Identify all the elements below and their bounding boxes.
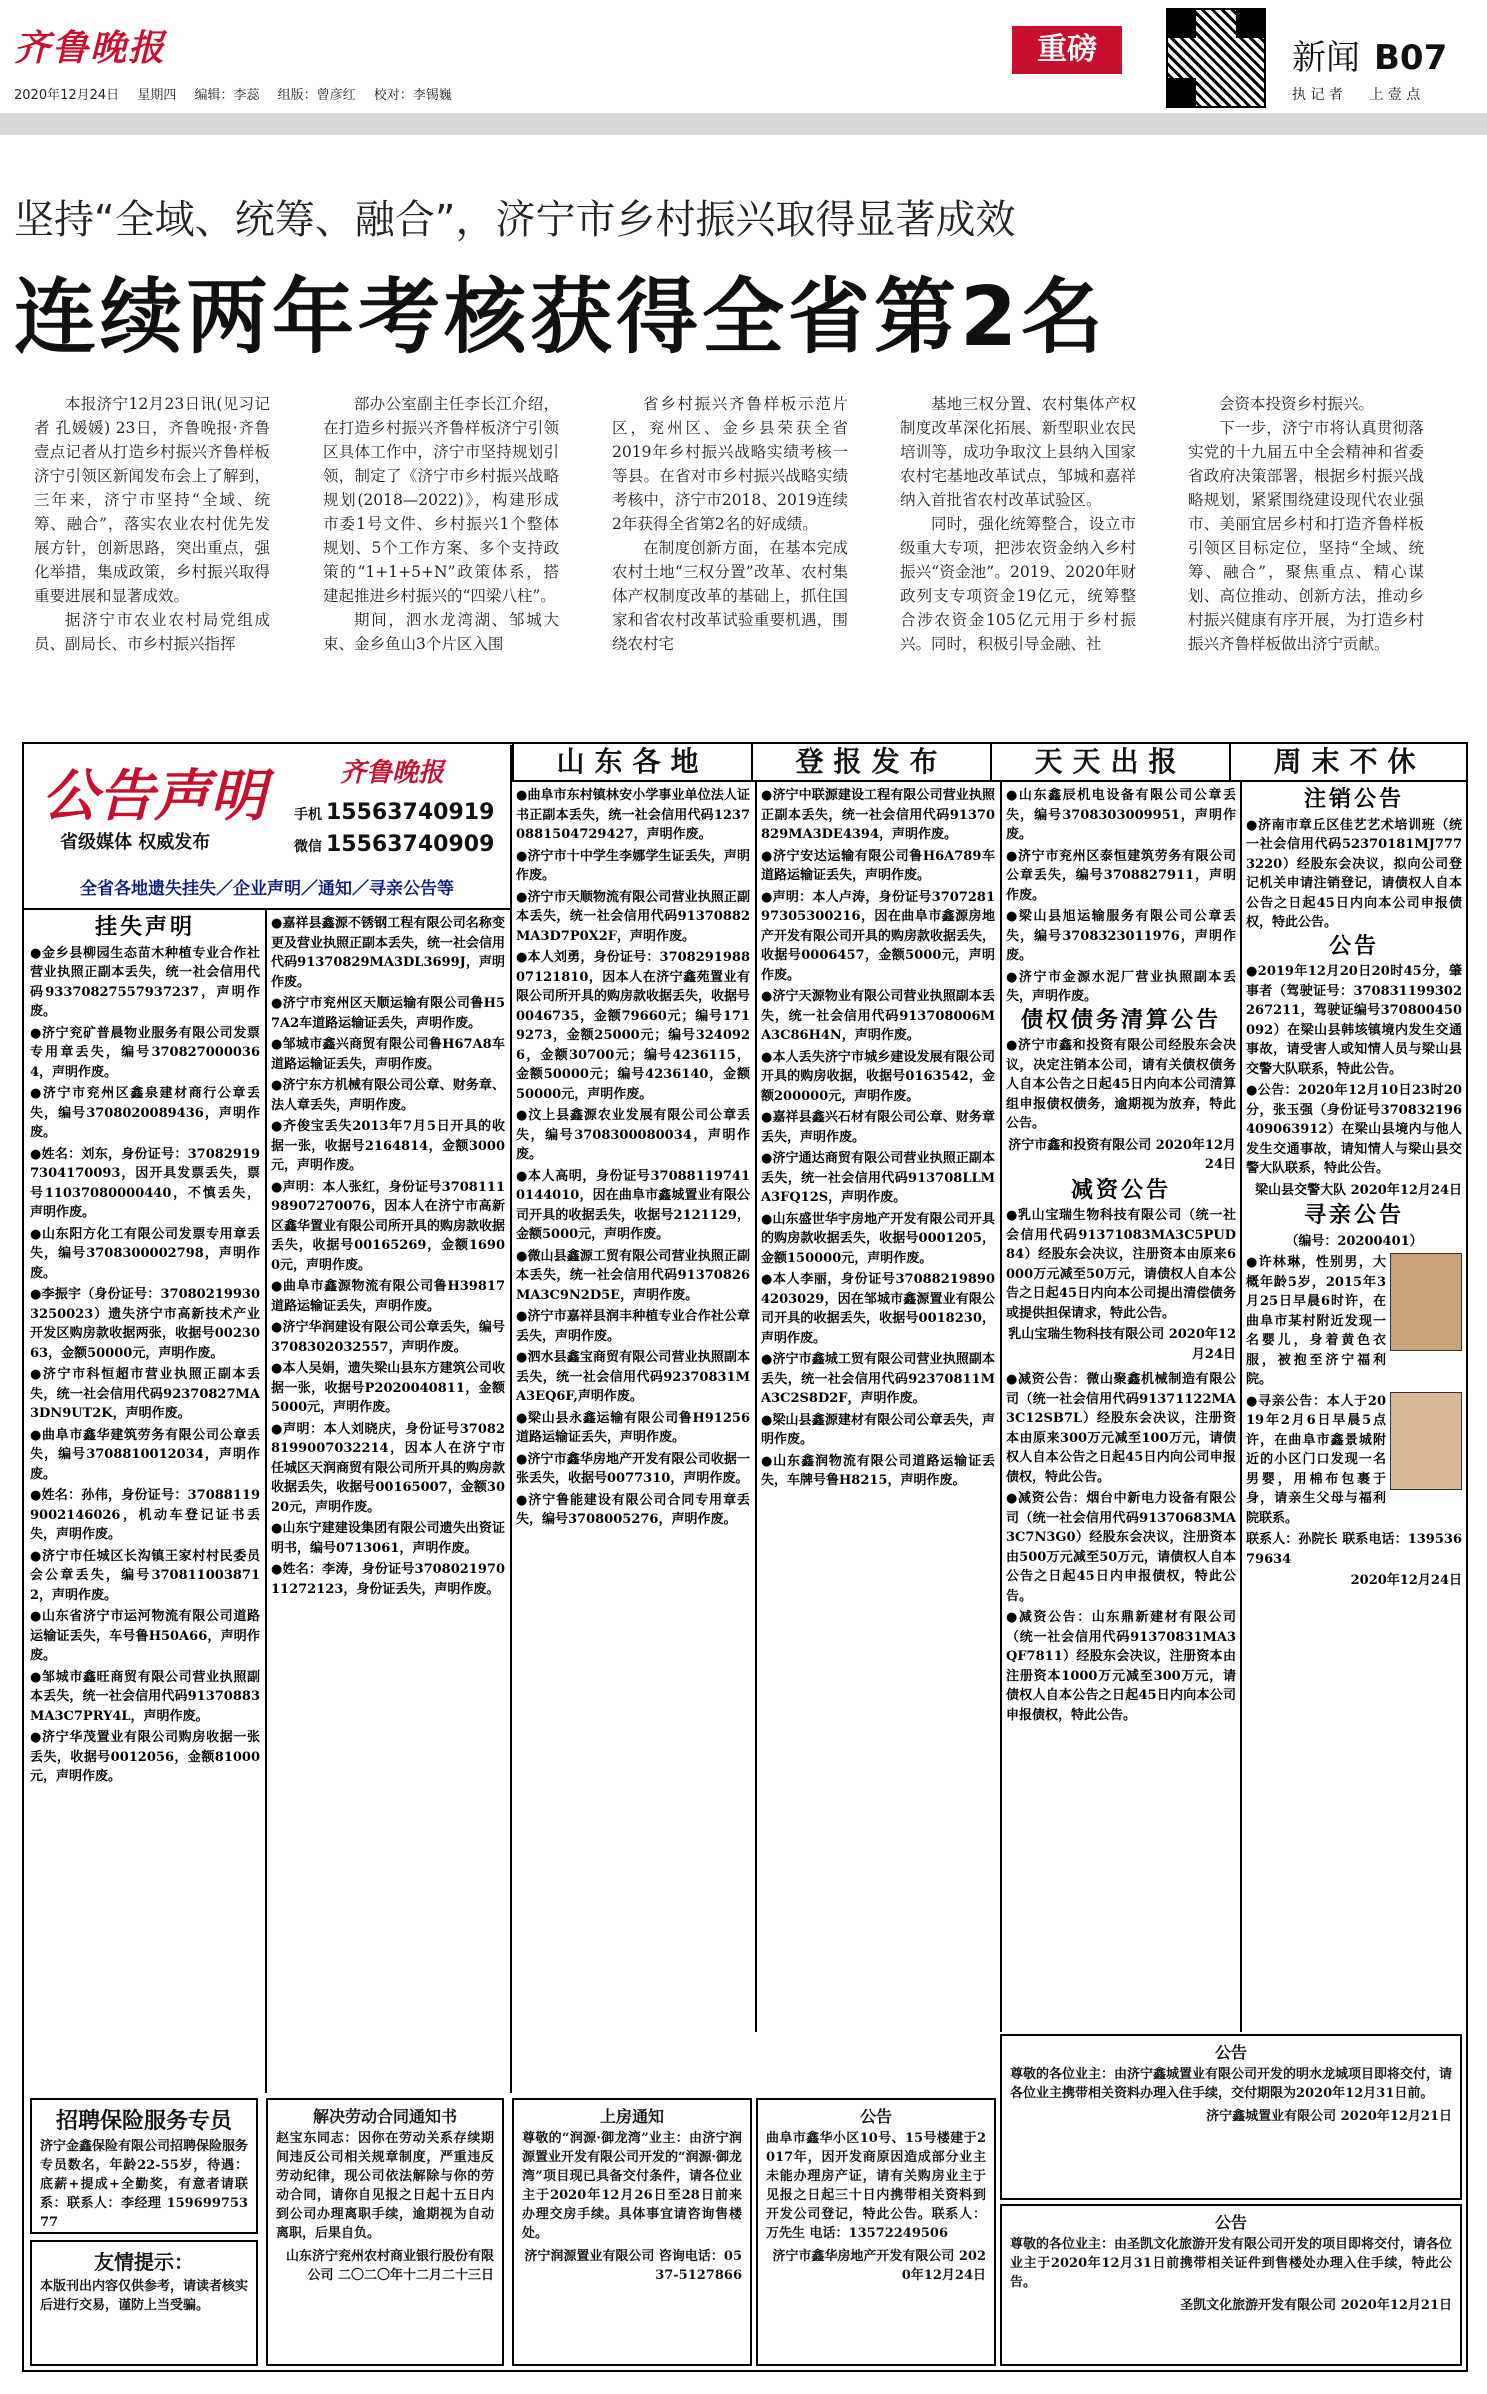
- column-divider: [1000, 782, 1002, 2032]
- staff-2: 上 壹 点: [1369, 87, 1421, 103]
- ad-item: ●本人李丽，身份证号370882198904203029，因在邹城市鑫源置业有限公司开具的收据丢失，收据号0018230，声明作废。: [761, 1272, 995, 1346]
- ad-item: ●本人吴娟，遗失梁山县东方建筑公司收据一张，收据号P2020040811，金额5000元，声明作废。: [271, 1361, 505, 1415]
- ad-item: ●本人丢失济宁市城乡建设发展有限公司开具的购房收据，收据号0163542，金额200000元，声明作废。: [761, 1049, 995, 1104]
- paragraph: 在制度创新方面，在基本完成农村土地“三权分置”改革、农村集体产权制度改革的基础上，抓住国家和省农村改革试验重要机遇，围绕农村宅: [612, 539, 848, 653]
- ad-item: ●姓名：李涛，身份证号370802197011272123，身份证丢失，声明作废。: [271, 1562, 505, 1597]
- ad-item: ●济宁市兖州区鑫泉建材商行公章丢失，编号3708020089436，声明作废。: [30, 1086, 260, 1140]
- house-notice-box: [756, 2098, 996, 2366]
- ad-column-2: [271, 914, 505, 1601]
- recruit-title: 招聘保险服务专员: [55, 2109, 232, 2134]
- ad-item: ●梁山县永鑫运输有限公司鲁H91256道路运输证丢失，声明作废。: [516, 1410, 750, 1445]
- article-column-2: [323, 392, 559, 656]
- labor-notice-title: 解决劳动合同通知书: [312, 2107, 457, 2126]
- house-notice-title: 公告: [859, 2107, 892, 2126]
- ad-item: ●声明：本人刘晓庆，身份证号370828199007032214，因本人在济宁市任城区天润商贸有限公司所开具的购房款收据丢失，收据号00165007，金额3020元，声明作废。: [271, 1421, 506, 1515]
- ad-item: ●许林琳，性别男，大概年龄5岁，2015年3月25日早晨6时许，在曲阜市某村附近发现一名婴儿，身着黄色衣服，被抱至济宁福利院。: [1246, 1255, 1386, 1387]
- paragraph: 本报济宁12月23日讯(见习记者 孔媛媛) 23日，齐鲁晚报·齐鲁壹点记者从打造乡村振兴齐鲁样板济宁引领区新闻发布会上了解到，三年来，济宁市坚持“全域、统筹、融合”，落实农业农村优先发展方针，创新思路，突出重点，强化举措，集成政策，乡村振兴取得重要进展和显著成效。: [34, 395, 270, 605]
- page-code: B07: [1374, 38, 1448, 78]
- paragraph: 省乡村振兴齐鲁样板示范片区，兖州区、金乡县荣获全省2019年乡村振兴战略实绩考核一等县。在省对市乡村振兴战略实绩考核中，济宁市2018、2019连续2年获得全省第2名的好成绩。: [612, 395, 848, 533]
- ad-item: ●本人高明，身份证号370881197410144010，因在曲阜市鑫城置业有限公司开具的收据丢失，收据号2121129，金额5000元，声明作废。: [516, 1168, 750, 1242]
- ad-item: ●济宁市天顺物流有限公司营业执照正副本丢失，统一社会信用代码91370882MA3D7P0X2F，声明作废。: [516, 889, 750, 944]
- house-notice-text: 曲阜市鑫华小区10号、15号楼建于2017年，因开发商原因造成部分业主未能办理房产证，请有关购房业主于见报之日起三十日内携带相关资料到开发公司登记，特此公告。联系人：万先生 电话：13572249506: [766, 2131, 986, 2241]
- article-column-4: [900, 392, 1136, 656]
- banner-rule: [512, 780, 1468, 782]
- issue-date: 2020年12月24日: [14, 88, 120, 103]
- ad-item: ●曲阜市鑫华建筑劳务有限公司公章丢失，编号3708810012034，声明作废。: [30, 1427, 260, 1482]
- traffic-notice-heading: 公告: [1328, 933, 1379, 959]
- owner-notice-box-1: [1000, 2034, 1462, 2200]
- lost-notice-heading: 挂失声明: [94, 915, 195, 940]
- ad-item: ●2019年12月20日20时45分，肇事者（驾驶证号：370831199302267211，驾驶证编号370800450092）在梁山县韩垓镇境内发生交通事故，请受害人或知情人员与梁山县交警大队联系，特此公告。: [1246, 964, 1462, 1077]
- tip-title: 友情提示：: [94, 2250, 194, 2274]
- article-column-1: [34, 392, 270, 656]
- ad-item: ●济宁市金源水泥厂营业执照副本丢失，声明作废。: [1006, 969, 1236, 1004]
- ad-item: ●济宁东方机械有限公司公章、财务章、法人章丢失，声明作废。: [271, 1078, 505, 1113]
- ad-item: ●济宁华茂置业有限公司购房收据一张丢失，收据号0012056，金额81000元，声明作废。: [30, 1730, 260, 1784]
- owner-notice-text: 尊敬的各位业主：由济宁鑫城置业有限公司开发的明水龙城项目即将交付，请各位业主携带相关资料办理入住手续，交付期限为2020年12月31日前。: [1010, 2067, 1453, 2101]
- paragraph: 期间，泗水龙湾湖、邹城大束、金乡鱼山3个片区入围: [323, 611, 559, 653]
- article-headline: 连续两年考核获得全省第2名: [14, 270, 1108, 365]
- ad-item: ●济宁兖矿普晨物业服务有限公司发票专用章丢失，编号3708270000364，声明作废。: [30, 1025, 260, 1080]
- ad-column-5: [1006, 786, 1236, 1727]
- ad-item: ●济宁市鑫和投资有限公司经股东会决议，决定注销本公司，请有关债权债务人自本公告之日起45日内向本公司清算组申报债权债务，逾期视为放弃，特此公告。: [1006, 1038, 1236, 1131]
- header-rule: [0, 113, 1487, 135]
- ad-column-6: [1246, 786, 1462, 1597]
- ad-item: ●曲阜市鑫源物流有限公司鲁H39817道路运输证丢失，声明作废。: [271, 1279, 505, 1314]
- ad-item: ●济南市章丘区佳艺艺术培训班（统一社会信用代码52370181MJ7773220）经股东会决议，拟向公司登记机关申请注销登记，请债权人自本公告之日起45日内向本公司申报债权，特此公告。: [1246, 817, 1462, 930]
- notice-tagline: 省级媒体 权威发布: [60, 832, 211, 853]
- owner-notice-title: 公告: [1214, 2213, 1247, 2232]
- notice-categories: 全省各地遗失挂失／企业声明／通知／寻亲公告等: [80, 879, 454, 899]
- column-divider: [1240, 782, 1242, 2032]
- ad-item: ●减资公告：微山聚鑫机械制造有限公司（统一社会信用代码91371122MA3C12SB7L）经股东会决议，注册资本由原来300万元减至100万元，请债权人自本公告之日起45日内向公司申报债权，特此公告。: [1006, 1372, 1236, 1485]
- wechat-label: 微信: [294, 839, 322, 855]
- ad-item: ●声明：本人卢涛，身份证号370728197305300216，因在曲阜市鑫源房地产开发有限公司开具的购房款收据丢失，收据号0006457，金额5000元，声明作废。: [761, 889, 996, 983]
- ad-item: ●济宁通达商贸有限公司营业执照正副本丢失，统一社会信用代码913708LLMA3FQ12S，声明作废。: [761, 1151, 995, 1205]
- ad-item: ●梁山县旭运输服务有限公司公章丢失，编号3708323011976，声明作废。: [1006, 909, 1236, 963]
- ad-item: ●微山县鑫源工贸有限公司营业执照正副本丢失，统一社会信用代码91370826MA3C9N2D5E，声明作废。: [516, 1248, 750, 1303]
- labor-notice-box: [266, 2098, 504, 2366]
- recruit-box: [30, 2098, 258, 2234]
- ad-item: ●山东省济宁市运河物流有限公司道路运输证丢失，车号鲁H50A66，声明作废。: [30, 1609, 260, 1663]
- ad-item: ●济宁鲁能建设有限公司合同专用章丢失，编号3708005276，声明作废。: [516, 1492, 750, 1527]
- tip-text: 本版刊出内容仅供参考，请读者核实后进行交易，谨防上当受骗。: [40, 2279, 249, 2313]
- ad-item: ●济宁天源物业有限公司营业执照副本丢失，统一社会信用代码913708006MA3C86H4N，声明作废。: [761, 989, 995, 1043]
- ad-item: ●山东鑫润物流有限公司道路运输证丢失，车牌号鲁H8215，声明作废。: [761, 1453, 995, 1488]
- ad-signature: 乳山宝瑞生物科技有限公司 2020年12月24日: [1008, 1327, 1236, 1362]
- section-name: 新闻: [1292, 38, 1360, 78]
- ad-item: ●济宁市任城区长沟镇王家村村民委员会公章丢失，编号3708110038712，声明作废。: [30, 1548, 260, 1603]
- tip-box: [30, 2240, 258, 2366]
- ad-item: ●齐俊宝丢失2013年7月5日开具的收据一张，收据号2164814，金额3000元，声明作废。: [271, 1119, 505, 1173]
- capital-reduction-heading: 减资公告: [1070, 1177, 1171, 1203]
- ad-item: ●邹城市鑫旺商贸有限公司营业执照副本丢失，统一社会信用代码91370883MA3C7PRY4L，声明作废。: [30, 1669, 260, 1724]
- ad-item: ●姓名：孙伟，身份证号：370881199002146026，机动车登记证书丢失，声明作废。: [30, 1488, 260, 1542]
- owner-notice-text: 尊敬的各位业主：由圣凯文化旅游开发有限公司开发的项目即将交付，请各位业主于2020年12月31日前携带相关证件到售楼处办理入住手续，特此公告。: [1010, 2237, 1453, 2290]
- ad-item: ●乳山宝瑞生物科技有限公司（统一社会信用代码91371083MA3C5PUD84）经股东会决议，注册资本由原来6000万元减至50万元，请债权人自本公告之日起45日内向本公司提出清偿债务或提供担保请求，特此公告。: [1006, 1208, 1236, 1321]
- paragraph: 下一步，济宁市将认真贯彻落实党的十九届五中全会精神和省委省政府决策部署，根据乡村振兴战略规划，紧紧围绕建设现代农业强市、美丽宜居乡村和打造齐鲁样板引领区目标定位，坚持“全域、统筹、融合”，聚焦重点、精心谋划、高位推动、创新方法，推动乡村振兴健康有序开展，为打造乡村振兴齐鲁样板做出济宁贡献。: [1188, 419, 1424, 653]
- seek-contact: 联系人：孙院长 联系电话：13953679634: [1246, 1532, 1462, 1567]
- ad-item: ●济宁市嘉祥县润丰种植专业合作社公章丢失，声明作废。: [516, 1309, 750, 1344]
- seek-kin-heading: 寻亲公告: [1303, 1203, 1404, 1228]
- debt-notice-heading: 债权债务清算公告: [1020, 1007, 1221, 1033]
- ad-signature: 梁山县交警大队 2020年12月24日: [1255, 1182, 1462, 1198]
- ad-item: ●李振宇（身份证号：370802199303250023）遗失济宁市高新技术产业开发区购房款收据两张，收据号0023063，金额50000元，声明作废。: [30, 1287, 260, 1361]
- ad-item: ●减资公告：烟台中新电力设备有限公司（统一社会信用代码91370683MA3C7N3G0）经股东会决议，注册资本由500万元减至50万元，请债权人自本公告之日起45日内申报债权，特此公告。: [1006, 1491, 1236, 1604]
- phone-label: 手机: [294, 807, 322, 823]
- owner-notice-title: 公告: [1214, 2043, 1247, 2062]
- ad-item: ●济宁市鑫华房地产开发有限公司收据一张丢失，收据号0077310，声明作废。: [516, 1451, 750, 1486]
- staff-1: 执 记 者: [1292, 87, 1343, 103]
- paragraph: 同时，强化统筹整合，设立市级重大专项，把涉农资金纳入乡村振兴“资金池”。2019、2020年财政列支专项资金19亿元，统筹整合涉农资金105亿元用于乡村振兴。同时，积极引导金融、社: [900, 515, 1136, 653]
- infant-photo: [1390, 1392, 1462, 1490]
- phone-number: 15563740919: [326, 800, 495, 825]
- paragraph: 会资本投资乡村振兴。: [1219, 395, 1375, 413]
- owner-notice-sign: 济宁鑫城置业有限公司 2020年12月21日: [1206, 2109, 1452, 2124]
- article-column-3: [612, 392, 848, 656]
- owner-notice-box-2: [1000, 2204, 1462, 2366]
- recruit-text: 济宁金鑫保险有限公司招聘保险服务专员数名，年龄22-55岁，待遇：底薪+提成+全勤奖，有意者请联系：联系人：李经理 15969975377: [40, 2139, 249, 2230]
- notice-phones: [294, 798, 494, 862]
- child-photo: [1390, 1253, 1462, 1351]
- house-notice-sign: 济宁市鑫华房地产开发有限公司 2020年12月24日: [772, 2249, 986, 2283]
- notice-brand: 齐鲁晚报: [340, 758, 445, 788]
- ad-item: ●济宁市科恒超市营业执照正副本丢失，统一社会信用代码92370827MA3DN9UT2K，声明作废。: [30, 1367, 260, 1421]
- banner-item: 周末不休: [1229, 744, 1468, 780]
- article-column-5: [1188, 392, 1424, 656]
- staff-line: [1292, 84, 1442, 104]
- ad-item: ●本人刘勇，身份证号：370829198807121810，因本人在济宁鑫苑置业有限公司所开具的购房款收据丢失，收据号0046735，金额79660元；编号1719273，金额25000元；编号3240926，金额30700元；编号4236115，金额50000元；编号4236140，金额50000元，声明作废。: [516, 950, 751, 1102]
- paragraph: 据济宁市农业农村局党组成员、副局长、市乡村振兴指挥: [34, 611, 270, 653]
- issue-weekday: 星期四: [137, 88, 177, 103]
- ad-signature: 济宁市鑫和投资有限公司 2020年12月24日: [1008, 1137, 1236, 1172]
- ad-item: ●山东鑫辰机电设备有限公司公章丢失，编号3708303009951，声明作废。: [1006, 788, 1236, 842]
- paragraph: 部办公室副主任李长江介绍，在打造乡村振兴齐鲁样板济宁引领区具体工作中，济宁市坚持规划引领，制定了《济宁市乡村振兴战略规划(2018—2022)》，构建形成市委1号文件、乡村振兴1个整体规划、5个工作方案、多个支持政策的“1+1+5+N”政策体系，搭建起推进乡村振兴的“四梁八柱”。: [323, 395, 559, 605]
- ad-item: ●嘉祥县鑫兴石材有限公司公章、财务章丢失，声明作废。: [761, 1110, 995, 1145]
- banner-item: 天天出报: [990, 744, 1229, 780]
- cancellation-heading: 注销公告: [1303, 787, 1404, 812]
- ad-column-1: [30, 914, 260, 1789]
- column-divider: [755, 782, 757, 2032]
- ad-item: ●济宁华润建设有限公司公章丢失，编号3708302032557，声明作废。: [271, 1320, 505, 1355]
- column-divider: [510, 745, 512, 2093]
- designer-credit: 组版：曾彦红: [277, 88, 356, 103]
- ad-item: ●济宁市兖州区泰恒建筑劳务有限公司公章丢失，编号3708827911，声明作废。: [1006, 848, 1236, 903]
- notice-title: 公告声明: [42, 764, 266, 829]
- column-divider: [265, 908, 267, 2093]
- ad-signature: 2020年12月24日: [1350, 1573, 1462, 1588]
- wechat-number: 15563740909: [326, 832, 495, 857]
- paragraph: 基地三权分置、农村集体产权制度改革深化拓展、新型职业农民培训等，成功争取汶上县纳入国家农村宅基地改革试点，邹城和嘉祥纳入首批省农村改革试验区。: [900, 395, 1136, 509]
- classifieds-banner: [512, 744, 1468, 780]
- ad-item: ●汶上县鑫源农业发展有限公司公章丢失，编号3708300080034，声明作废。: [516, 1108, 750, 1162]
- ad-item: ●济宁市十中学生李娜学生证丢失，声明作废。: [516, 848, 750, 883]
- ad-item: ●泗水县鑫宝商贸有限公司营业执照副本丢失，统一社会信用代码92370831MA3EQ6F,声明作废。: [516, 1350, 750, 1404]
- ad-item: ●寻亲公告：本人于2019年2月6日早晨5点许，在曲阜市鑫景城附近的小区门口发现一名男婴，用棉布包裹于身，请亲生父母与福利院联系。: [1246, 1393, 1386, 1526]
- page-number: [1292, 30, 1447, 79]
- ad-item: ●公告：2020年12月10日23时20分，张玉强（身份证号370832196409063912）在梁山县境内与他人发生交通事故，请知情人与梁山县交警大队联系，特此公告。: [1246, 1083, 1462, 1176]
- ad-item: ●梁山县鑫源建材有限公司公章丢失，声明作废。: [761, 1412, 995, 1447]
- ad-item: ●济宁市兖州区天顺运输有限公司鲁H57A2车道路运输证丢失，声明作废。: [271, 996, 505, 1031]
- ad-item: ●减资公告：山东鼎新建材有限公司（统一社会信用代码91370831MA3QF7811）经股东会决议，注册资本由注册资本1000万元减至300万元，请债权人自本公告之日起45日内向本公司申报债权，特此公告。: [1006, 1610, 1236, 1723]
- date-line: [14, 84, 466, 103]
- banner-item: 山东各地: [512, 744, 751, 780]
- labor-notice-text: 赵宝东同志：因你在劳动关系存续期间违反公司相关规章制度，严重违反劳动纪律，现公司依法解除与你的劳动合同，请你自见报之日起十五日内到公司办理离职手续，逾期视为自动离职，后果自负。: [276, 2131, 494, 2241]
- ad-item: ●邹城市鑫兴商贸有限公司鲁H67A8车道路运输证丢失，声明作废。: [271, 1037, 505, 1072]
- ad-column-4: [761, 786, 995, 1493]
- ad-item: ●嘉祥县鑫源不锈钢工程有限公司名称变更及营业执照正副本丢失，统一社会信用代码91370829MA3DL3699J，声明作废。: [271, 916, 506, 990]
- ad-column-3: [516, 786, 750, 1532]
- labor-notice-sign: 山东济宁兖州农村商业银行股份有限公司 二〇二〇年十二月二十三日: [285, 2249, 494, 2283]
- ad-item: ●济宁安达运输有限公司鲁H6A789车道路运输证丢失，声明作废。: [761, 848, 995, 883]
- banner-item: 登报发布: [751, 744, 990, 780]
- ad-item: ●山东宁建建设集团有限公司遗失出资证明书，编号0713061，声明作废。: [271, 1521, 505, 1556]
- handover-title: 上房通知: [599, 2107, 664, 2126]
- ad-item: ●济宁中联源建设工程有限公司营业执照正副本丢失，统一社会信用代码91370829MA3DE4394，声明作废。: [761, 788, 995, 842]
- ad-item: ●山东盛世华宇房地产开发有限公司开具的购房款收据丢失，收据号0001205，金额150000元，声明作废。: [761, 1211, 995, 1266]
- handover-sign: 济宁润源置业有限公司 咨询电话：0537-5127866: [524, 2249, 742, 2283]
- ad-item: ●姓名：刘东，身份证号：370829197304170093，因开具发票丢失，票号11037080000440，不慎丢失，声明作废。: [30, 1146, 260, 1220]
- handover-text: 尊敬的“润源·御龙湾”业主：由济宁润源置业开发有限公司开发的“润源·御龙湾”项目现已具备交付条件，请各位业主于2020年12月26日至28日前来办理交房手续。具体事宜请咨询售楼处。: [522, 2131, 743, 2241]
- owner-notice-sign: 圣凯文化旅游开发有限公司 2020年12月21日: [1180, 2298, 1452, 2313]
- ad-item: ●山东阳方化工有限公司发票专用章丢失，编号3708300002798，声明作废。: [30, 1226, 260, 1281]
- proof-credit: 校对：李锡巍: [373, 88, 452, 103]
- ad-item: ●声明：本人张红，身份证号370811198907270076，因本人在济宁市高新区鑫华置业有限公司所开具的购房款收据丢失，收据号00165269，金额16900元，声明作废。: [271, 1179, 506, 1273]
- ad-item: ●金乡县柳园生态苗木种植专业合作社营业执照正副本丢失，统一社会信用代码93370827557937237，声明作废。: [30, 945, 260, 1019]
- ad-item: ●曲阜市东村镇林安小学事业单位法人证书正副本丢失，统一社会信用代码12370881504729427，声明作废。: [516, 788, 750, 842]
- qr-code-icon: [1166, 8, 1266, 108]
- handover-notice-box: [512, 2098, 752, 2366]
- seek-number: （编号：20200401）: [1285, 1233, 1423, 1249]
- masthead-logo: 齐鲁晚报: [14, 27, 167, 69]
- editor-credit: 编辑：李蕊: [194, 88, 260, 103]
- article-subhead: 坚持“全域、统筹、融合”，济宁市乡村振兴取得显著成效: [14, 197, 1016, 243]
- ad-item: ●济宁市鑫城工贸有限公司营业执照副本丢失，统一社会信用代码92370811MA3C2S8D2F，声明作废。: [761, 1352, 995, 1406]
- section-tag: 重磅: [1012, 26, 1122, 74]
